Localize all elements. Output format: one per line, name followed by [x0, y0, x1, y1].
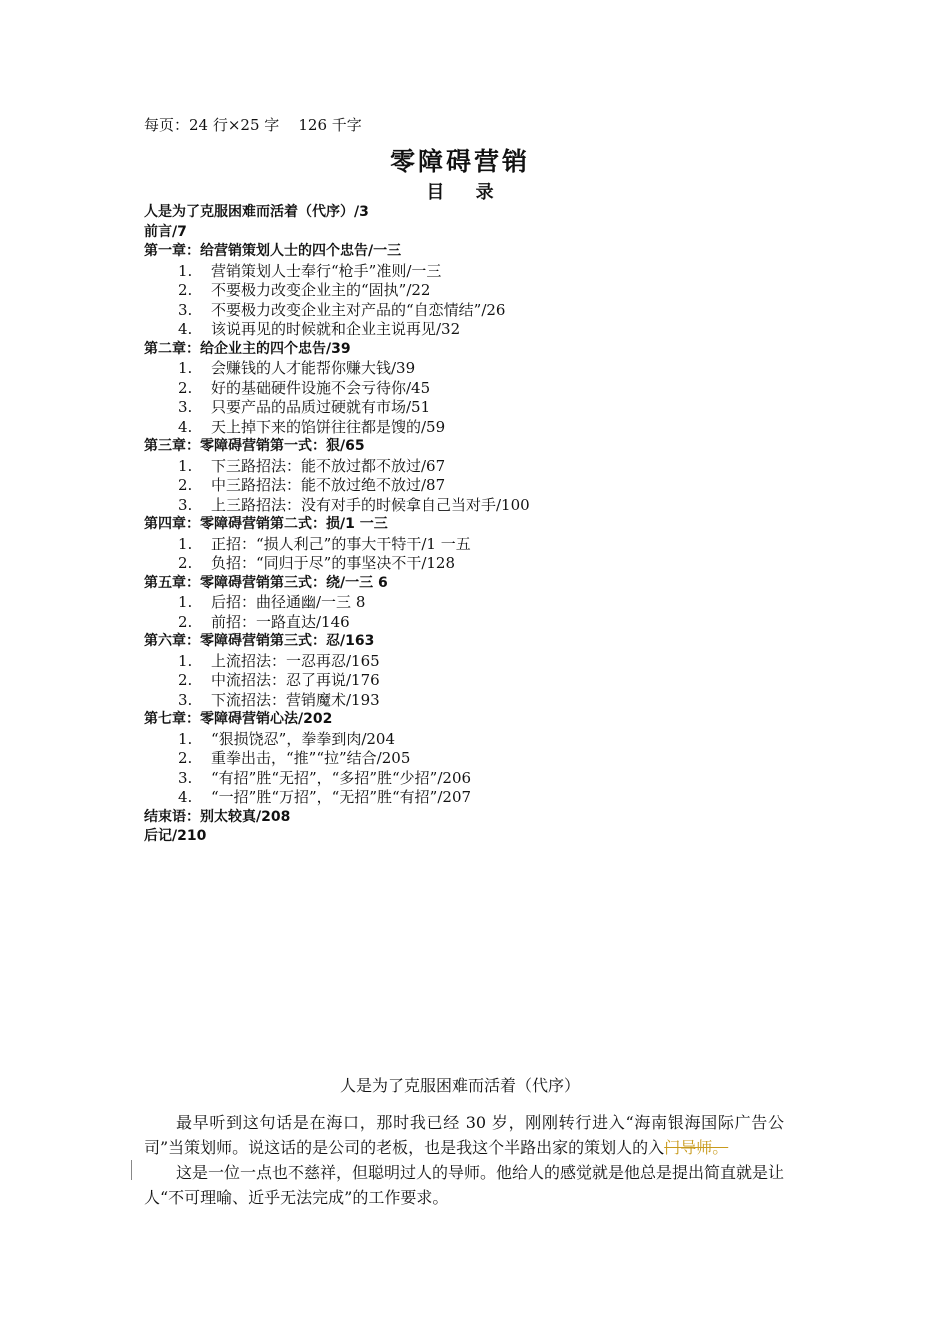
toc-section-entry — [144, 496, 844, 516]
preface-body — [144, 1110, 784, 1210]
toc-section-text: 会赚钱的人才能帮你赚大钱/39 — [211, 359, 416, 377]
toc-section-entry — [144, 691, 844, 711]
toc-section-text: 下三路招法：能不放过都不放过/67 — [211, 456, 446, 475]
toc-section-entry — [144, 593, 844, 613]
toc-section-entry — [144, 398, 844, 418]
paragraph-1-text: 最早听到这句话是在海口，那时我已经 30 岁，刚刚转行进入“海南银海国际广告公司”当策划师。说这话的是公司的老板，也是我这个半路出家的策划人的入 — [144, 1113, 784, 1157]
toc-section-number: 1. — [178, 359, 193, 377]
toc-chapter-entry: 第二章：给企业主的四个忠告/39 — [144, 340, 351, 357]
toc-section-number: 2. — [178, 554, 193, 572]
toc-section-text: 上三路招法：没有对手的时候拿自己当对手/100 — [211, 495, 530, 514]
toc-section-entry — [144, 554, 844, 574]
toc-section-number: 2. — [178, 671, 193, 689]
toc-section-entry — [144, 613, 844, 633]
toc-section-number: 4. — [178, 417, 193, 436]
page-meta-line: 每页：24 行×25 字 126 千字 — [144, 116, 362, 134]
toc-section-entry — [144, 730, 844, 750]
toc-section-text: 下流招法：营销魔术/193 — [211, 690, 380, 709]
toc-chapter-entry: 第六章：零障碍营销第三式：忍/163 — [144, 633, 375, 649]
toc-section-text: “一招”胜“万招”，“无招”胜“有招”/207 — [211, 788, 472, 806]
toc-section-text: 前招：一路直达/146 — [211, 612, 350, 631]
toc-section-text: 不要极力改变企业主对产品的“自恋情结”/26 — [211, 300, 506, 319]
toc-section-number: 3. — [178, 768, 193, 787]
toc-section-text: 正招：“损人利己”的事大干特干/1 一五 — [211, 534, 471, 553]
toc-section-entry — [144, 262, 844, 282]
toc-section-number: 1. — [178, 534, 193, 553]
toc-section-number: 1. — [178, 593, 193, 611]
toc-section-text: 中流招法：忍了再说/176 — [211, 671, 380, 689]
toc-section-entry — [144, 418, 844, 438]
toc-section-number: 2. — [178, 281, 193, 299]
toc-section-text: 只要产品的品质过硬就有市场/51 — [211, 398, 431, 416]
toc-chapter-entry: 第五章：零障碍营销第三式：绕/一三 6 — [144, 574, 388, 591]
toc-section-text: “狠损饶忍”，拳拳到肉/204 — [211, 729, 396, 748]
toc-section-text: 负招：“同归于尽”的事坚决不干/128 — [211, 554, 456, 572]
toc-section-number: 3. — [178, 300, 193, 319]
toc-section-text: 中三路招法：能不放过绝不放过/87 — [211, 476, 446, 494]
toc-chapter-entry: 第四章：零障碍营销第二式：损/1 一三 — [144, 516, 388, 532]
toc-section-number: 2. — [178, 749, 193, 767]
toc-section-entry — [144, 652, 844, 672]
toc-section-number: 3. — [178, 495, 193, 514]
toc-section-text: 营销策划人士奉行“枪手”准则/一三 — [211, 261, 442, 280]
toc-chapter-entry: 后记/210 — [144, 828, 207, 844]
toc-chapter-entry: 结束语：别太较真/208 — [144, 808, 291, 825]
toc-section-number: 1. — [178, 651, 193, 670]
toc-section-entry — [144, 788, 844, 808]
table-of-contents — [144, 203, 844, 847]
toc-section-entry — [144, 671, 844, 691]
toc-section-number: 4. — [178, 788, 193, 806]
paragraph-2: 这是一位一点也不慈祥，但聪明过人的导师。他给人的感觉就是他总是提出简直就是让人“不可理喻、近乎无法完成”的工作要求。 — [144, 1163, 785, 1207]
toc-section-text: 后招：曲径通幽/一三 8 — [211, 593, 366, 611]
toc-section-entry — [144, 379, 844, 399]
toc-section-text: 该说再见的时候就和企业主说再见/32 — [211, 320, 461, 338]
toc-section-text: “有招”胜“无招”，“多招”胜“少招”/206 — [211, 768, 472, 787]
toc-section-number: 1. — [178, 456, 193, 475]
paragraph-1 — [144, 1110, 784, 1160]
toc-chapter-entry: 第七章：零障碍营销心法/202 — [144, 711, 333, 727]
toc-section-number: 1. — [178, 261, 193, 280]
toc-section-entry — [144, 749, 844, 769]
toc-chapter-entry: 人是为了克服困难而活着（代序）/3 — [144, 204, 369, 220]
toc-section-number: 2. — [178, 612, 193, 631]
document-title: 零障碍营销 — [389, 147, 530, 176]
toc-heading: 目 录 — [426, 182, 494, 203]
toc-section-text: 上流招法：一忍再忍/165 — [211, 651, 380, 670]
toc-section-entry — [144, 476, 844, 496]
toc-section-entry — [144, 301, 844, 321]
deleted-text-revision: 门导师。 — [664, 1138, 729, 1157]
toc-chapter-entry: 第一章：给营销策划人士的四个忠告/一三 — [144, 243, 402, 259]
toc-section-entry — [144, 769, 844, 789]
toc-chapter-entry: 前言/7 — [144, 223, 187, 240]
toc-section-number: 2. — [178, 476, 193, 494]
toc-section-number: 3. — [178, 398, 193, 416]
toc-section-entry — [144, 359, 844, 379]
toc-section-entry — [144, 281, 844, 301]
toc-section-text: 重拳出击，“推”“拉”结合/205 — [211, 749, 411, 767]
toc-section-entry — [144, 320, 844, 340]
toc-section-number: 1. — [178, 729, 193, 748]
revision-change-bar — [131, 1160, 132, 1180]
toc-section-entry — [144, 535, 844, 555]
toc-section-number: 2. — [178, 378, 193, 397]
toc-section-text: 好的基础硬件设施不会亏待你/45 — [211, 378, 431, 397]
toc-section-number: 3. — [178, 690, 193, 709]
toc-section-text: 不要极力改变企业主的“固执”/22 — [211, 281, 431, 299]
toc-section-number: 4. — [178, 320, 193, 338]
preface-title: 人是为了克服困难而活着（代序） — [339, 1076, 580, 1095]
toc-section-entry — [144, 457, 844, 477]
toc-chapter-entry: 第三章：零障碍营销第一式：狠/65 — [144, 438, 365, 454]
toc-section-text: 天上掉下来的馅饼往往都是馊的/59 — [211, 417, 446, 436]
